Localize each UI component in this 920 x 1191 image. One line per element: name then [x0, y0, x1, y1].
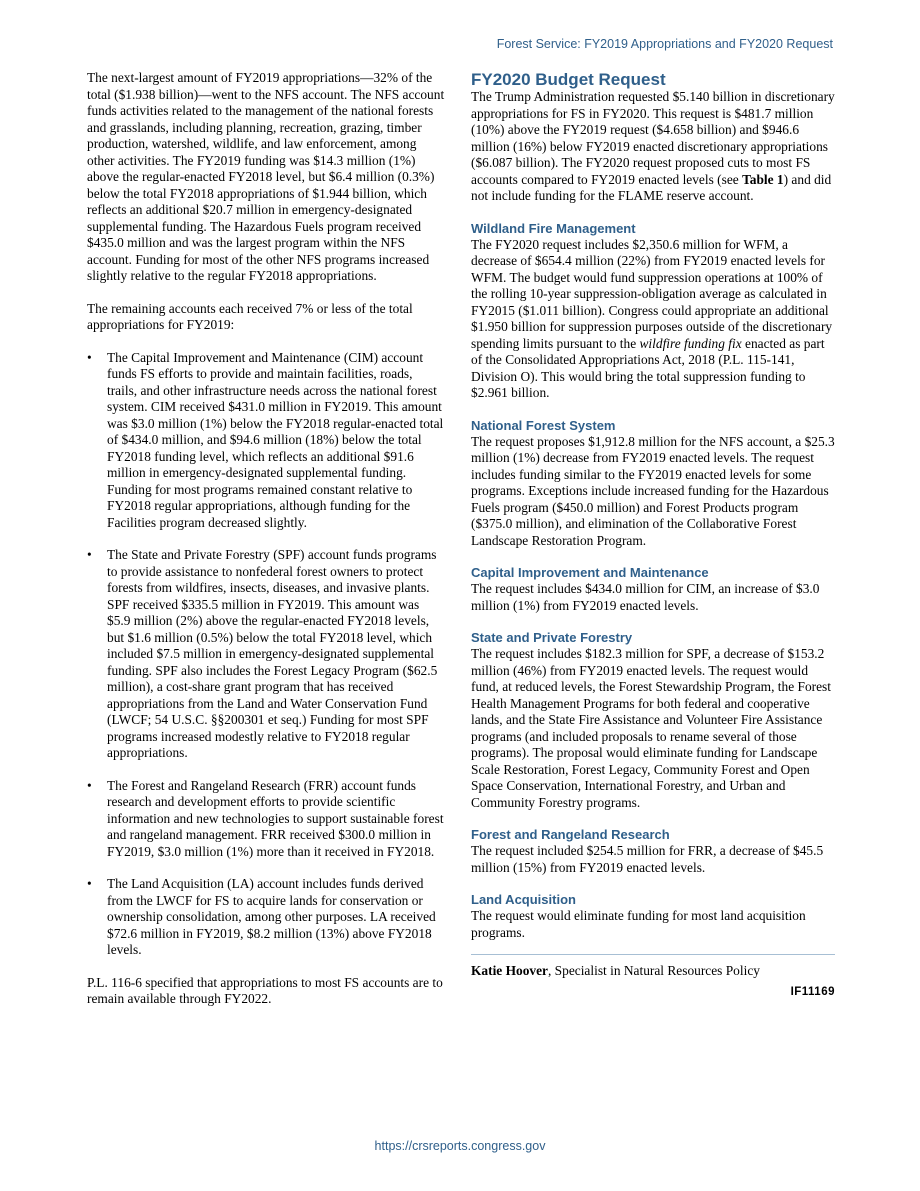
remaining-accounts-intro: The remaining accounts each received 7% or less of the total appropriations for FY2019: — [87, 300, 413, 332]
wfm-paragraph: The FY2020 request includes $2,350.6 million for WFM, a decrease of $654.4 million (22%) from FY2019 enacted levels for WFM. The budget would fund suppression operations at 100% of the rolling 10-year suppression-obligation average as calculated in FY2015 ($1.011 billion). Congress could appropriate an additional $1.950 billion for suppression purposes outside of the discretionary spending limits pursuant to the wildfire funding fix enacted as part of the Consolidated Appropriations Act, 2018 (P.L. 115-141, Division O). This would bring the total suppression funding to $2.961 billion. — [471, 236, 833, 400]
la-bullet-text: The Land Acquisition (LA) account includes funds derived from the LWCF for FS to acquire lands for conservation or ownership consolidation, among other purposes. LA received $72.6 million in FY2019, $8.2 million (13%) above FY2018 levels. — [107, 876, 436, 957]
frr-heading: Forest and Rangeland Research — [471, 827, 670, 842]
right-column — [471, 70, 835, 998]
nfs-request-paragraph: The request proposes $1,912.8 million for the NFS account, a $25.3 million (1%) decrease from FY2019 enacted levels. The request includes funding similar to the FY2019 enacted levels for some programs. Exceptions include increased funding for the Hazardous Fuels program ($450.0 million) and Forest Products program ($375.0 million), and elimination of the Collaborative Forest Landscape Restoration Program. — [471, 433, 835, 548]
nfs-heading: National Forest System — [471, 417, 616, 433]
bullet-icon: • — [87, 777, 92, 793]
list-item — [87, 547, 445, 762]
spf-request-paragraph: The request includes $182.3 million for SPF, a decrease of $153.2 million (46%) from FY2019 enacted levels. The request would fund, at reduced levels, the Forest Stewardship Program, the Forest Health Management Programs for both federal and cooperative lands, and the State Fire Assistance and Volunteer Fire Assistance programs (and included proposals to rename several of those programs). The proposal would eliminate funding for Landscape Scale Restoration, Forest Legacy, Community Forest and Open Space Conservation, International Forestry, and Urban and Community Forestry programs. — [471, 646, 831, 810]
table-reference: Table 1 — [742, 171, 784, 187]
budget-request-heading: FY2020 Budget Request — [471, 70, 666, 89]
bullet-icon: • — [87, 349, 92, 365]
account-bullet-list — [87, 350, 445, 959]
cim-bullet-text: The Capital Improvement and Maintenance (CIM) account funds FS efforts to provide and maintain facilities, roads, trails, and other infrastructure needs across the national forest system. CIM received $431.0 million in FY2019. This amount was $3.0 million (1%) below the FY2018 regular-enacted total of $434.0 million, and $94.6 million (18%) below the total FY2018 funding level, which reflects an additional $91.6 million in emergency-designated supplemental funding. Funding for most programs remained constant relative to FY2018 regular appropriations, although funding for the Facilities program decreased slightly. — [107, 349, 444, 530]
cim-request-paragraph: The request includes $434.0 million for CIM, an increase of $3.0 million (1%) from FY2019 enacted levels. — [471, 581, 820, 613]
nfs-paragraph: The next-largest amount of FY2019 appropriations—32% of the total ($1.938 billion)—went to the NFS account. The NFS account funds activities related to the management of the national forests and grasslands, including planning, recreation, grazing, timber production, watershed, wildlife, and law enforcement, among other activities. The FY2019 funding was $14.3 million (1%) above the regular-enacted FY2018 level, but $6.4 million (0.3%) below the total FY2018 appropriations of $1.944 billion, which reflects an additional $20.7 million in emergency-designated supplemental funding. The Hazardous Fuels program received $435.0 million and was the largest program within the NFS account. Funding for most of the other NFS programs increased slightly relative to the regular FY2018 appropriations. — [87, 70, 445, 283]
author-name: Katie Hoover — [471, 963, 548, 978]
frr-request-paragraph: The request included $254.5 million for FRR, a decrease of $45.5 million (15%) from FY2019 enacted levels. — [471, 843, 824, 875]
author-line — [471, 963, 835, 980]
author-divider — [471, 954, 835, 955]
author-title: , Specialist in Natural Resources Policy — [547, 963, 760, 978]
list-item — [87, 876, 445, 959]
budget-request-intro: The Trump Administration requested $5.140 billion in discretionary appropriations for FS in FY2020. This request is $481.7 million (10%) above the FY2019 request ($4.658 billion) and $946.6 million (16%) below FY2019 enacted discretionary appropriations ($6.087 billion). The FY2020 request proposed cuts to most FS accounts compared to FY2019 enacted levels (see Table 1) and did not include funding for the FLAME reserve account. — [471, 89, 835, 203]
la-request-paragraph: The request would eliminate funding for most land acquisition programs. — [471, 908, 806, 940]
left-column — [87, 70, 445, 1008]
availability-paragraph: P.L. 116-6 specified that appropriations to most FS accounts are to remain available through FY2022. — [87, 974, 443, 1006]
running-header: Forest Service: FY2019 Appropriations and FY2020 Request — [496, 37, 833, 51]
list-item — [87, 350, 445, 532]
bullet-icon: • — [87, 876, 92, 891]
la-heading: Land Acquisition — [471, 892, 576, 907]
spf-bullet-text: The State and Private Forestry (SPF) account funds programs to provide assistance to nonfederal forest owners to protect forests from wildfires, insects, diseases, and invasive plants. SPF received $335.5 million in FY2019. This amount was $5.9 million (2%) above the regular-enacted FY2018 levels, but $1.6 million (0.5%) below the total FY2018 level, which included $7.5 million in emergency-designated supplemental funding. SPF also includes the Forest Legacy Program ($62.5 million), a cost-share grant program that has received appropriations from the Land and Water Conservation Fund (LWCF; 54 U.S.C. §§200301 et seq.) Funding for most SPF programs increased modestly relative to FY2018 regular appropriations. — [107, 547, 438, 760]
wildfire-funding-fix-term: wildfire funding fix — [639, 335, 742, 351]
spf-heading: State and Private Forestry — [471, 630, 633, 645]
list-item — [87, 778, 445, 861]
cim-heading: Capital Improvement and Maintenance — [471, 565, 709, 580]
frr-bullet-text: The Forest and Rangeland Research (FRR) account funds research and development efforts to provide scientific information and new technologies to support sustainable forest and rangeland management. FRR received $300.0 million in FY2019, $3.0 million (1%) more than it received in FY2018. — [107, 777, 444, 859]
wfm-heading: Wildland Fire Management — [471, 220, 636, 236]
report-id: IF11169 — [790, 985, 835, 998]
bullet-icon: • — [87, 547, 92, 562]
footer-url[interactable]: https://crsreports.congress.gov — [374, 1139, 546, 1153]
